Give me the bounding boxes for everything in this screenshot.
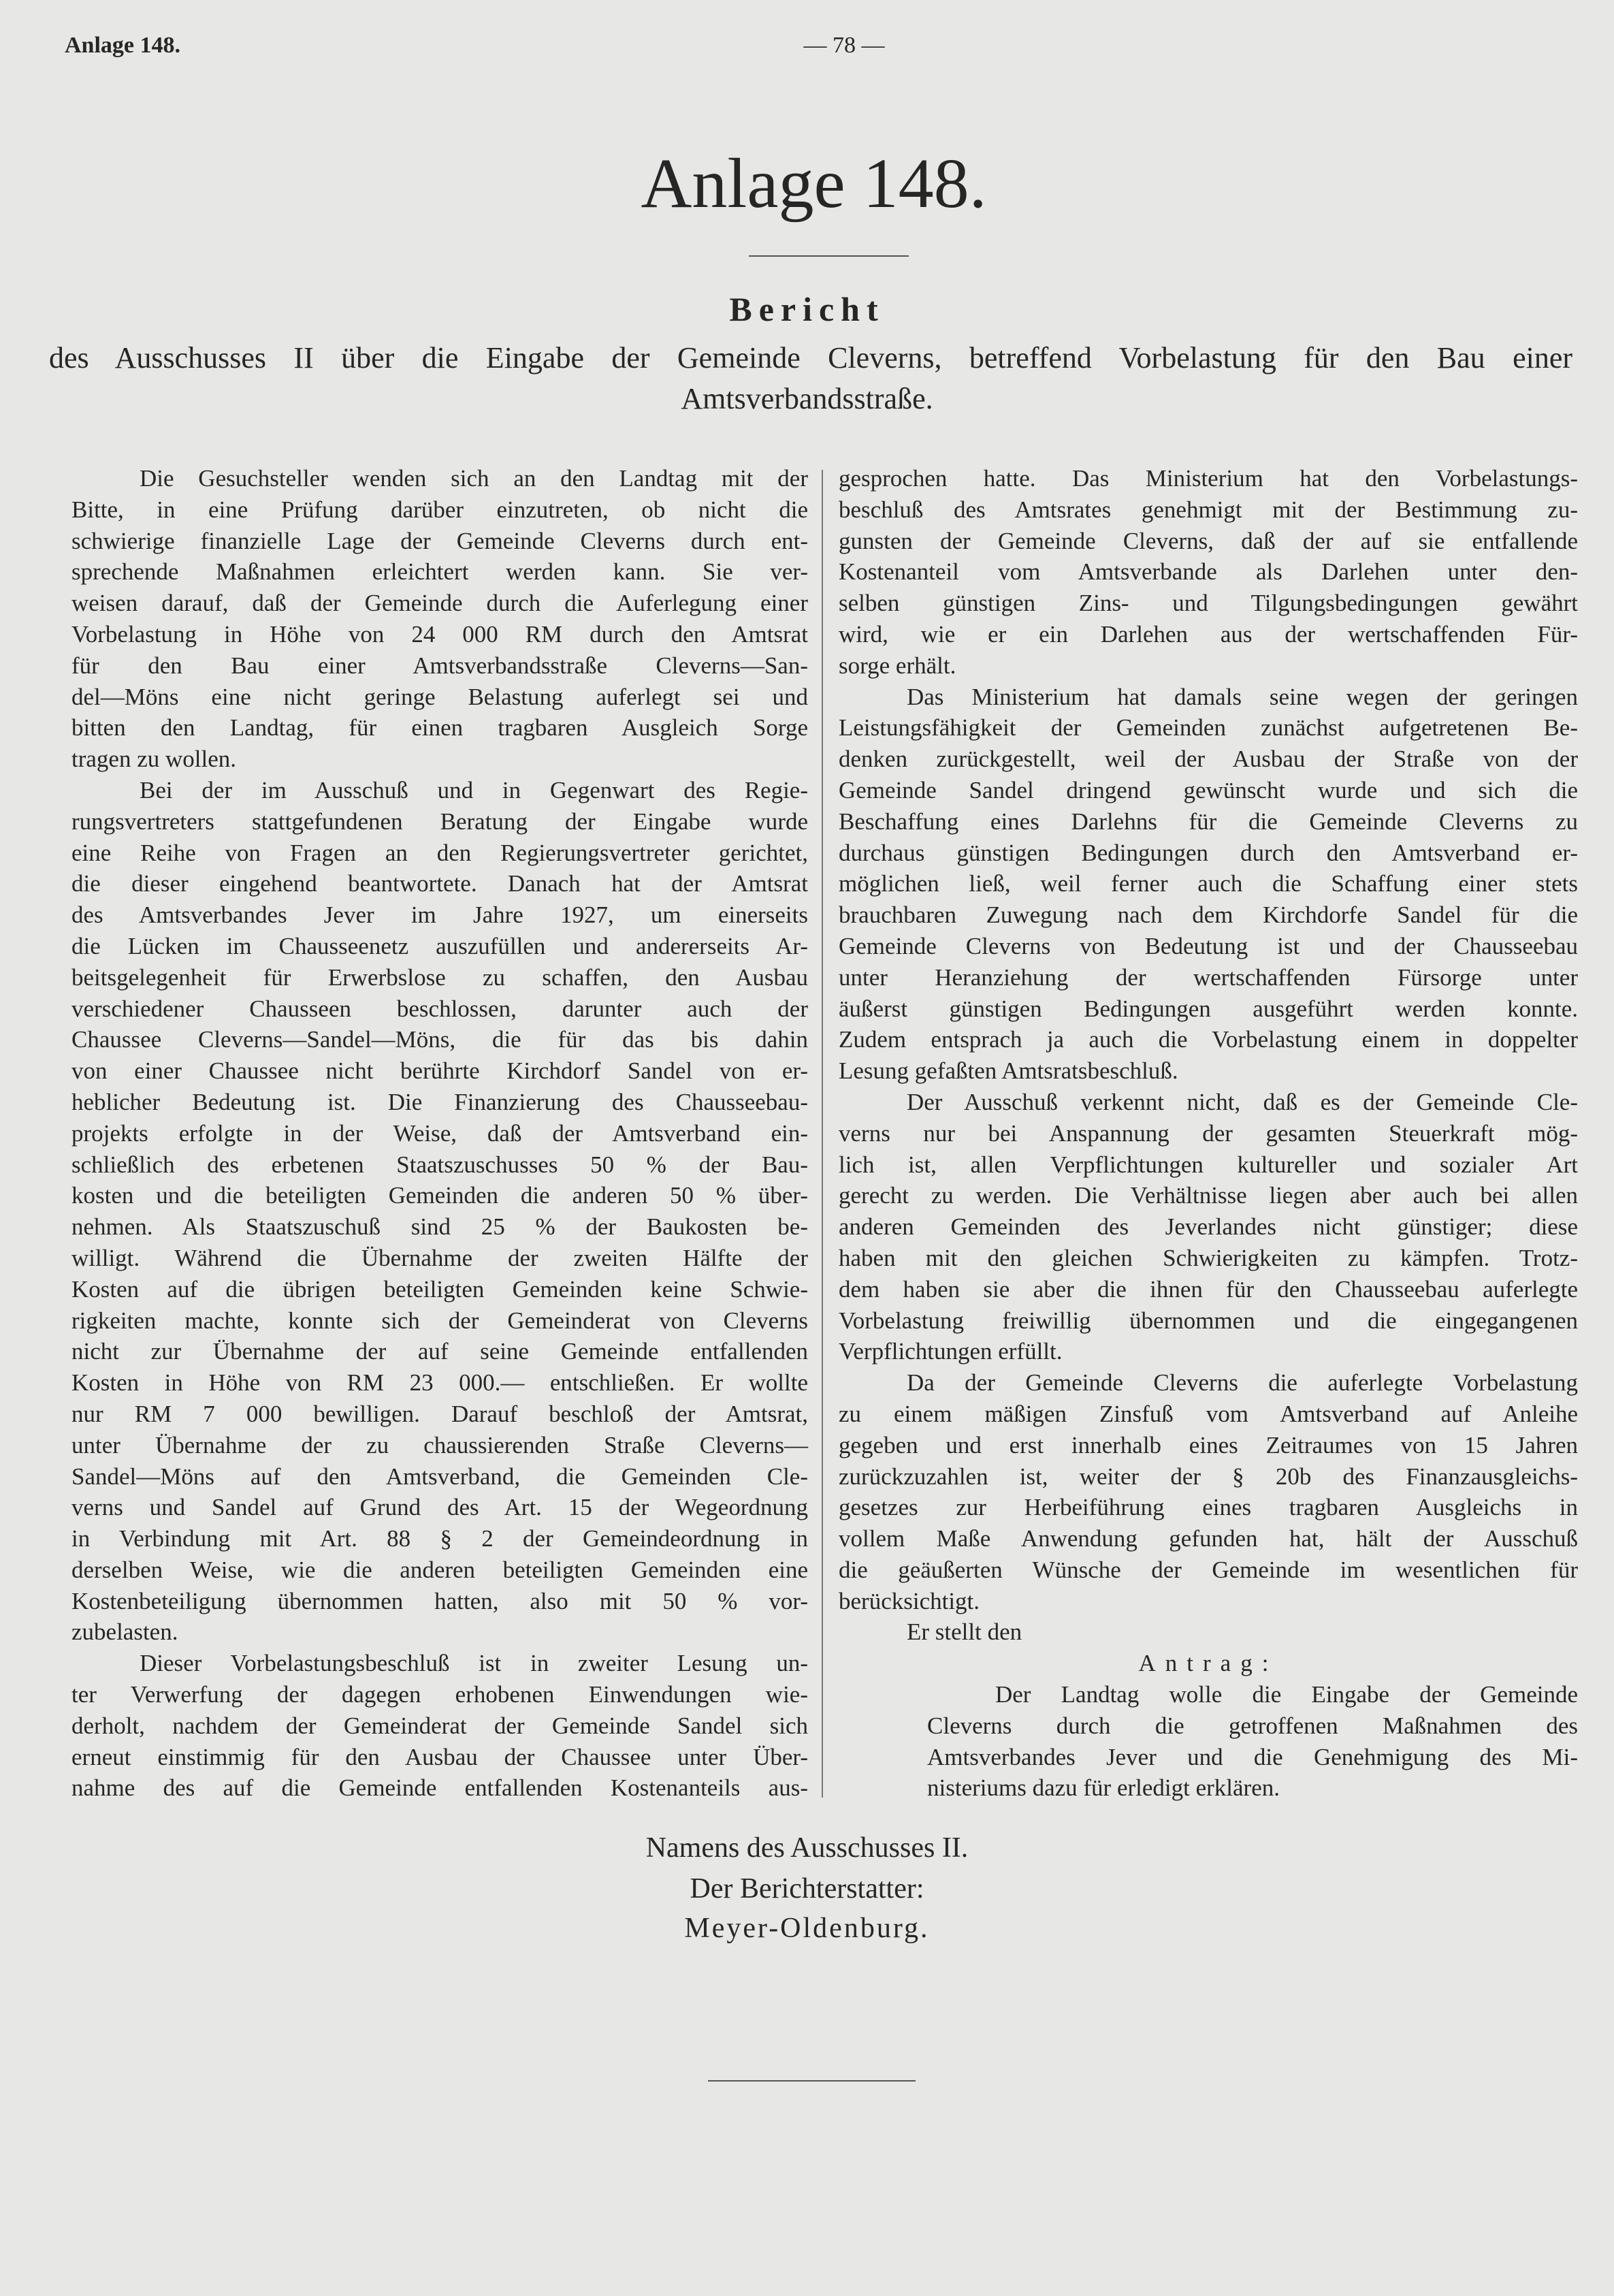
page-number: — 78 — [803, 33, 885, 58]
text-line: verschiedener Chausseen beschlossen, darunter auch der [71, 995, 808, 1022]
text-line: die geäußerten Wünsche der Gemeinde im wesentlichen für [839, 1556, 1578, 1583]
text-line: Das Ministerium hat damals seine wegen der geringen [907, 683, 1578, 710]
text-line: Gemeinde Cleverns von Bedeutung ist und der Chausseebau [839, 932, 1578, 959]
text-line: die Lücken im Chausseenetz auszufüllen und andererseits Ar- [71, 932, 808, 959]
text-line: beitsgelegenheit für Erwerbslose zu schaffen, den Ausbau [71, 963, 808, 991]
text-line: gegeben und erst innerhalb eines Zeitraumes von 15 Jahren [839, 1431, 1578, 1458]
report-subtitle-line-2: Amtsverbandsstraße. [681, 382, 933, 415]
text-line: Vorbelastung freiwillig übernommen und die eingegangenen [839, 1307, 1578, 1334]
text-line: sorge erhält. [839, 652, 956, 679]
text-line: Vorbelastung in Höhe von 24 000 RM durch den Amtsrat [71, 620, 808, 648]
text-line: sprechende Maßnahmen erleichtert werden kann. Sie ver- [71, 558, 808, 586]
text-line: verns und Sandel auf Grund des Art. 15 der Wegeordnung [71, 1494, 808, 1521]
text-line: gerecht zu werden. Die Verhältnisse liegen aber auch bei allen [839, 1182, 1578, 1209]
text-line: Der Landtag wolle die Eingabe der Gemeinde [995, 1681, 1578, 1708]
signature-name: Meyer-Oldenburg. [684, 1913, 930, 1944]
paragraph [71, 463, 808, 775]
text-line: durchaus günstigen Bedingungen durch den Amtsverband er- [839, 839, 1578, 866]
text-line: Dieser Vorbelastungsbeschluß ist in zweiter Lesung un- [140, 1650, 808, 1677]
left-column [71, 463, 808, 1804]
text-line: zurückzuzahlen ist, weiter der § 20b des Finanzausgleichs- [839, 1463, 1578, 1490]
text-line: zubelasten. [71, 1619, 178, 1646]
text-line: weisen darauf, daß der Gemeinde durch die Auferlegung einer [71, 590, 808, 617]
text-line: vollem Maße Anwendung gefunden hat, hält der Ausschuß [839, 1525, 1578, 1552]
text-line: des Amtsverbandes Jever im Jahre 1927, um einerseits [71, 902, 808, 929]
text-line: anderen Gemeinden des Jeverlandes nicht günstiger; diese [839, 1213, 1578, 1241]
paragraph [839, 1367, 1578, 1616]
text-line: Lesung gefaßten Amtsratsbeschluß. [839, 1057, 1178, 1085]
text-line: Kosten auf die übrigen beteiligten Gemeinden keine Schwie- [71, 1275, 808, 1303]
text-line: Da der Gemeinde Cleverns die auferlegte Vorbelastung [907, 1369, 1578, 1397]
text-line: Beschaffung eines Darlehns für die Gemeinde Cleverns zu [839, 808, 1578, 835]
text-line: schwierige finanzielle Lage der Gemeinde Cleverns durch ent- [71, 527, 808, 554]
text-line: rigkeiten machte, konnte sich der Gemeinderat von Cleverns [71, 1307, 808, 1334]
text-line: lich ist, allen Verpflichtungen kultureller und sozialer Art [839, 1151, 1578, 1178]
text-line: unter Übernahme der zu chaussierenden Straße Cleverns— [71, 1431, 808, 1458]
text-line: erneut einstimmig für den Ausbau der Chaussee unter Über- [71, 1743, 808, 1770]
text-line: projekts erfolgte in der Weise, daß der Amtsverband ein- [71, 1119, 808, 1147]
text-line: gesprochen hatte. Das Ministerium hat den Vorbelastungs- [839, 465, 1578, 492]
signature-committee: Namens des Ausschusses II. [645, 1832, 969, 1864]
text-line: bitten den Landtag, für einen tragbaren Ausgleich Sorge [71, 714, 808, 742]
text-line: derholt, nachdem der Gemeinderat der Gemeinde Sandel sich [71, 1712, 808, 1739]
right-column [839, 463, 1578, 1804]
text-line: dem haben sie aber die ihnen für den Chausseebau auferlegte [839, 1275, 1578, 1303]
text-line: verns nur bei Anspannung der gesamten Steuerkraft mög- [839, 1119, 1578, 1147]
paragraph [839, 682, 1578, 1087]
paragraph [839, 1087, 1578, 1367]
text-line: wird, wie er ein Darlehen aus der wertschaffenden Für- [839, 620, 1578, 648]
text-line: nisteriums dazu für erledigt erklären. [927, 1774, 1280, 1802]
text-line: in Verbindung mit Art. 88 § 2 der Gemeindeordnung in [71, 1525, 808, 1552]
running-title: Anlage 148. [65, 33, 180, 58]
text-line: gesetzes zur Herbeiführung eines tragbaren Ausgleichs in [839, 1494, 1578, 1521]
text-line: Gemeinde Sandel dringend gewünscht wurde und sich die [839, 776, 1578, 803]
text-line: derselben Weise, wie die anderen beteiligten Gemeinden eine [71, 1556, 808, 1583]
text-line: nur RM 7 000 bewilligen. Darauf beschloß der Amtsrat, [71, 1400, 808, 1427]
text-line: ter Verwerfung der dagegen erhobenen Einwendungen wie- [71, 1681, 808, 1708]
text-line: eine Reihe von Fragen an den Regierungsvertreter gerichtet, [71, 839, 808, 866]
text-line: Antrag: [1138, 1650, 1278, 1677]
text-line: Leistungsfähigkeit der Gemeinden zunächst aufgetretenen Be- [839, 714, 1578, 742]
text-line: nicht zur Übernahme der auf seine Gemeinde entfallenden [71, 1338, 808, 1365]
text-line: Er stellt den [907, 1619, 1022, 1646]
text-line: äußerst günstigen Bedingungen ausgeführt werden konnte. [839, 995, 1578, 1022]
text-line: für den Bau einer Amtsverbandsstraße Cleverns—San- [71, 652, 808, 679]
text-line: zu einem mäßigen Zinsfuß vom Amtsverband auf Anleihe [839, 1400, 1578, 1427]
text-line: gunsten der Gemeinde Cleverns, daß der auf sie entfallende [839, 527, 1578, 554]
text-line: tragen zu wollen. [71, 746, 236, 773]
text-line: Amtsverbandes Jever und die Genehmigung des Mi- [927, 1743, 1578, 1770]
text-line: nahme des auf die Gemeinde entfallenden Kostenanteils aus- [71, 1774, 808, 1802]
text-line: Bitte, in eine Prüfung darüber einzutreten, ob nicht die [71, 496, 808, 523]
report-subtitle-line-1: des Ausschusses II über die Eingabe der Gemeinde Cleverns, betreffend Vorbelastung für den Bau einer [49, 341, 1572, 374]
text-line: Cleverns durch die getroffenen Maßnahmen des [927, 1712, 1578, 1739]
text-line: Verpflichtungen erfüllt. [839, 1338, 1063, 1365]
text-line: Chaussee Cleverns—Sandel—Möns, die für das bis dahin [71, 1026, 808, 1053]
text-line: Sandel—Möns auf den Amtsverband, die Gemeinden Cle- [71, 1463, 808, 1490]
motion-text [839, 1679, 1578, 1804]
paragraph [71, 775, 808, 1648]
text-line: möglichen ließ, weil ferner auch die Schaffung einer stets [839, 870, 1578, 897]
paragraph [839, 1616, 1578, 1648]
footer-divider [708, 2080, 916, 2082]
text-line: die dieser eingehend beantwortete. Danach hat der Amtsrat [71, 870, 808, 897]
text-line: heblicher Bedeutung ist. Die Finanzierung des Chausseebau- [71, 1088, 808, 1115]
text-line: brauchbaren Zuwegung nach dem Kirchdorfe Sandel für die [839, 902, 1578, 929]
report-heading: Bericht [729, 290, 885, 328]
text-line: Kostenbeteiligung übernommen hatten, also mit 50 % vor- [71, 1587, 808, 1614]
title-divider [749, 255, 909, 257]
text-line: rungsvertreters stattgefundenen Beratung der Eingabe wurde [71, 808, 808, 835]
text-line: nehmen. Als Staatszuschuß sind 25 % der Baukosten be- [71, 1213, 808, 1241]
text-line: Der Ausschuß verkennt nicht, daß es der Gemeinde Cle- [907, 1088, 1578, 1115]
page-title: Anlage 148. [641, 144, 987, 223]
text-line: Bei der im Ausschuß und in Gegenwart des Regie- [140, 776, 808, 803]
text-line: schließlich des erbetenen Staatszuschusses 50 % der Bau- [71, 1151, 808, 1178]
paragraph [71, 1648, 808, 1804]
signature-role: Der Berichterstatter: [690, 1873, 924, 1904]
text-line: willigt. Während die Übernahme der zweiten Hälfte der [71, 1244, 808, 1271]
text-line: Kostenanteil vom Amtsverbande als Darlehen unter den- [839, 558, 1578, 586]
text-line: del—Möns eine nicht geringe Belastung auferlegt sei und [71, 683, 808, 710]
text-line: von einer Chaussee nicht berührte Kirchdorf Sandel von er- [71, 1057, 808, 1085]
text-line: beschluß des Amtsrates genehmigt mit der Bestimmung zu- [839, 496, 1578, 523]
motion-heading [839, 1648, 1578, 1679]
text-line: Zudem entsprach ja auch die Vorbelastung einem in doppelter [839, 1026, 1578, 1053]
text-line: unter Heranziehung der wertschaffenden Fürsorge unter [839, 963, 1578, 991]
text-line: Kosten in Höhe von RM 23 000.— entschließen. Er wollte [71, 1369, 808, 1397]
text-line: haben mit den gleichen Schwierigkeiten zu kämpfen. Trotz- [839, 1244, 1578, 1271]
text-line: kosten und die beteiligten Gemeinden die anderen 50 % über- [71, 1182, 808, 1209]
column-divider [822, 470, 823, 1798]
paragraph [839, 463, 1578, 682]
text-line: selben günstigen Zins- und Tilgungsbedingungen gewährt [839, 590, 1578, 617]
text-line: Die Gesuchsteller wenden sich an den Landtag mit der [140, 465, 808, 492]
text-line: denken zurückgestellt, weil der Ausbau der Straße von der [839, 746, 1578, 773]
text-line: berücksichtigt. [839, 1587, 980, 1614]
